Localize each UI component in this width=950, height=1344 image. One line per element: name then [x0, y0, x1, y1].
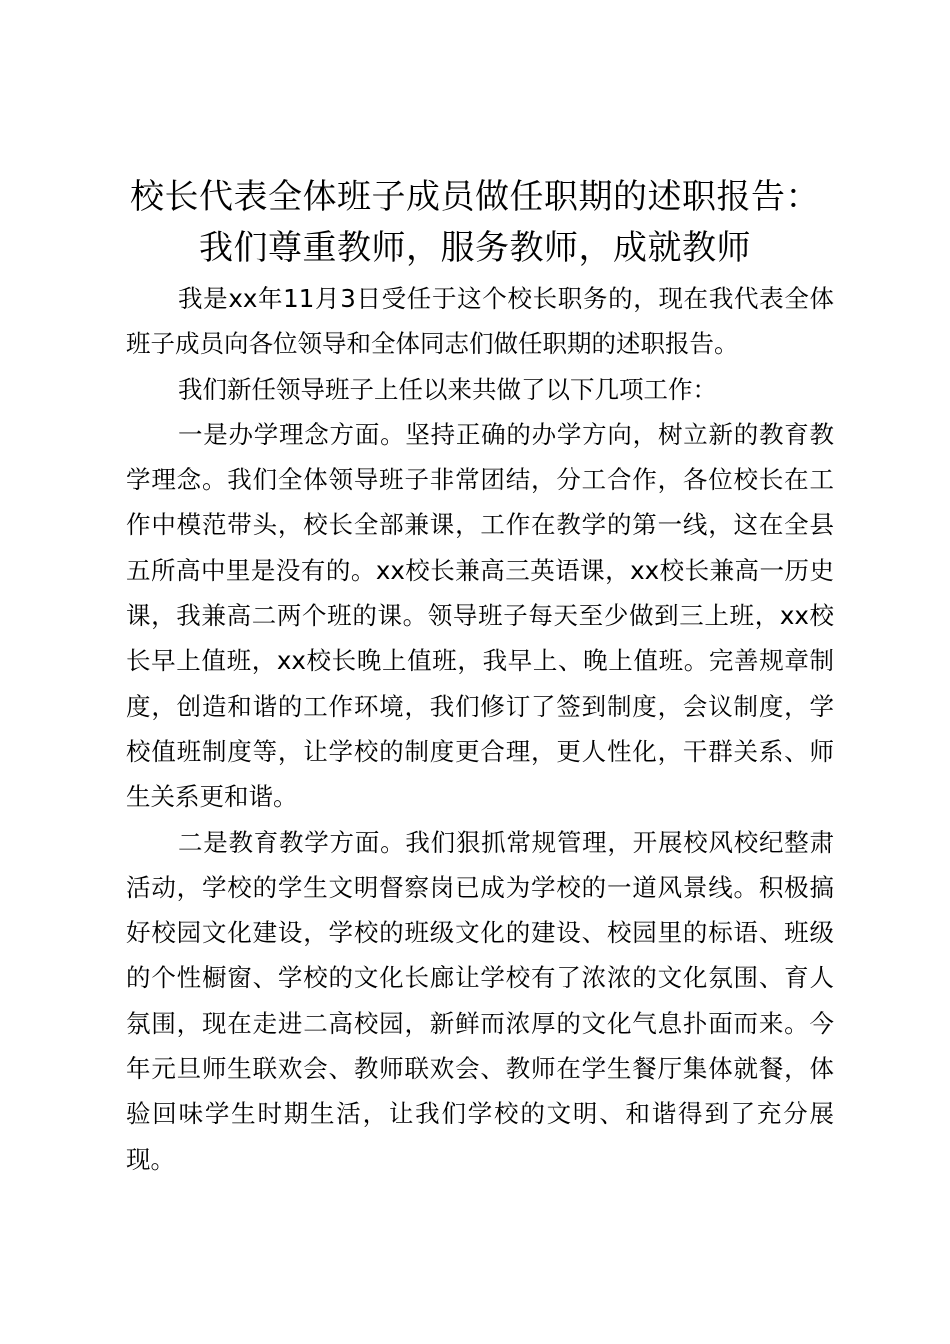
document-title-line-2: 我们尊重教师，服务教师，成就教师: [199, 228, 751, 268]
document-body: [126, 276, 834, 1182]
paragraph-philosophy: 一是办学理念方面。坚持正确的办学方向，树立新的教育教学理念。我们全体领导班子非常团结，分工合作，各位校长在工作中模范带头，校长全部兼课，工作在教学的第一线，这在全县五所高中里是没有的。xx校长兼高三英语课，xx校长兼高一历史课，我兼高二两个班的课。领导班子每天至少做到三上班，xx校长早上值班，xx校长晚上值班，我早上、晚上值班。完善规章制度，创造和谐的工作环境，我们修订了签到制度，会议制度，学校值班制度等，让学校的制度更合理，更人性化，干群关系、师生关系更和谐。: [126, 419, 834, 812]
document-title-line-1: 校长代表全体班子成员做任职期的述职报告：: [130, 177, 820, 217]
paragraph-work-overview: 我们新任领导班子上任以来共做了以下几项工作：: [178, 374, 717, 404]
paragraph-education: 二是教育教学方面。我们狠抓常规管理，开展校风校纪整肃活动，学校的学生文明督察岗已成为学校的一道风景线。积极搞好校园文化建设，学校的班级文化的建设、校园里的标语、班级的个性橱窗、学校的文化长廊让学校有了浓浓的文化氛围、育人氛围，现在走进二高校园，新鲜而浓厚的文化气息扑面而来。今年元旦师生联欢会、教师联欢会、教师在学生餐厅集体就餐，体验回味学生时期生活，让我们学校的文明、和谐得到了充分展现。: [126, 827, 834, 1174]
paragraph-intro: 我是xx年11月3日受任于这个校长职务的，现在我代表全体班子成员向各位领导和全体同志们做任职期的述职报告。: [126, 284, 834, 359]
